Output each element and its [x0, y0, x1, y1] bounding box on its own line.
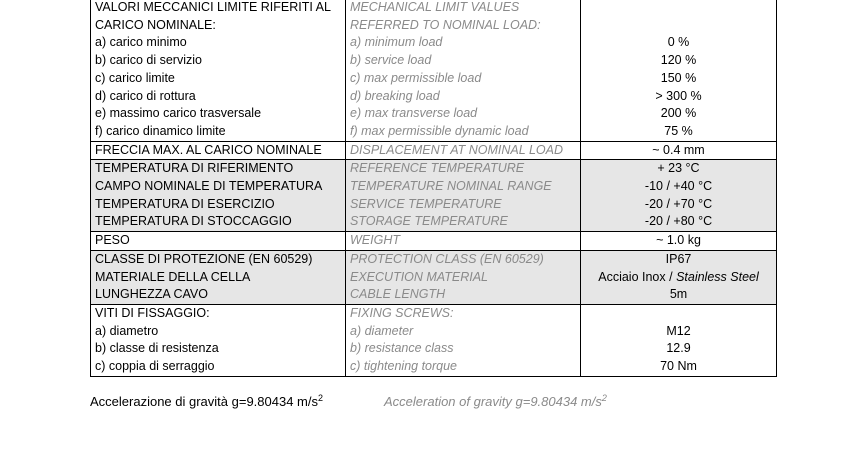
table-row [91, 34, 777, 52]
english-label-cell: SERVICE TEMPERATURE [346, 196, 581, 214]
value-cell [581, 70, 777, 88]
italian-label-cell: LUNGHEZZA CAVO [91, 286, 346, 304]
english-label-cell: STORAGE TEMPERATURE [346, 213, 581, 231]
english-label-cell: b) service load [346, 52, 581, 70]
gravity-note-english-exponent: 2 [601, 393, 607, 403]
table-row [91, 196, 777, 214]
english-label-cell: b) resistance class [346, 340, 581, 358]
english-label-cell: TEMPERATURE NOMINAL RANGE [346, 178, 581, 196]
table-row [91, 269, 777, 287]
english-label-cell: a) diameter [346, 323, 581, 341]
english-label-cell: MECHANICAL LIMIT VALUES [346, 0, 581, 17]
gravity-note-italian [90, 393, 323, 409]
english-label-cell: c) tightening torque [346, 358, 581, 376]
gravity-note-english [384, 393, 607, 409]
italian-label-cell: FRECCIA MAX. AL CARICO NOMINALE [91, 141, 346, 160]
italian-label-cell: c) carico limite [91, 70, 346, 88]
table-row [91, 123, 777, 141]
value-text: 150 % [660, 70, 697, 85]
value-text: + 23 °C [657, 161, 700, 176]
italian-label-cell: CAMPO NOMINALE DI TEMPERATURA [91, 178, 346, 196]
value-cell [581, 52, 777, 70]
value-text: Acciaio Inox / [598, 269, 677, 284]
table-row [91, 250, 777, 268]
italian-label-cell: TEMPERATURA DI RIFERIMENTO [91, 160, 346, 178]
value-text: 0 % [667, 35, 690, 50]
english-label-cell: EXECUTION MATERIAL [346, 269, 581, 287]
italian-label-cell: CLASSE DI PROTEZIONE (EN 60529) [91, 250, 346, 268]
italian-label-cell: TEMPERATURA DI STOCCAGGIO [91, 213, 346, 231]
table-row [91, 286, 777, 304]
value-cell [581, 0, 777, 17]
english-label-cell: FIXING SCREWS: [346, 304, 581, 322]
table-row [91, 160, 777, 178]
value-cell [581, 88, 777, 106]
italian-label-cell: PESO [91, 232, 346, 251]
value-cell [581, 323, 777, 341]
italian-label-cell: c) coppia di serraggio [91, 358, 346, 376]
table-row [91, 213, 777, 231]
specification-table [90, 0, 777, 377]
table-row [91, 323, 777, 341]
value-text: 5m [669, 287, 688, 302]
value-cell [581, 304, 777, 322]
value-cell [581, 34, 777, 52]
table-row [91, 0, 777, 17]
value-cell [581, 250, 777, 268]
english-label-cell: f) max permissible dynamic load [346, 123, 581, 141]
gravity-note-italian-text: Accelerazione di gravità g=9.80434 m/s [90, 394, 318, 409]
english-label-cell: CABLE LENGTH [346, 286, 581, 304]
value-cell [581, 269, 777, 287]
italian-label-cell: a) diametro [91, 323, 346, 341]
table-row [91, 232, 777, 251]
value-cell [581, 213, 777, 231]
italian-label-cell: VALORI MECCANICI LIMITE RIFERITI AL [91, 0, 346, 17]
table-row [91, 304, 777, 322]
value-text: -20 / +70 °C [644, 196, 713, 211]
italian-label-cell: b) classe di resistenza [91, 340, 346, 358]
value-cell [581, 105, 777, 123]
table-row [91, 340, 777, 358]
value-text: -20 / +80 °C [644, 214, 713, 229]
table-row [91, 70, 777, 88]
english-label-cell: e) max transverse load [346, 105, 581, 123]
gravity-note-english-text: Acceleration of gravity g=9.80434 m/s [384, 394, 602, 409]
value-text: -10 / +40 °C [644, 179, 713, 194]
value-cell [581, 232, 777, 251]
italian-label-cell: a) carico minimo [91, 34, 346, 52]
value-text: 120 % [660, 53, 697, 68]
english-label-cell: WEIGHT [346, 232, 581, 251]
value-cell [581, 141, 777, 160]
english-label-cell: DISPLACEMENT AT NOMINAL LOAD [346, 141, 581, 160]
value-text: IP67 [665, 251, 692, 266]
italian-label-cell: e) massimo carico trasversale [91, 105, 346, 123]
value-cell [581, 123, 777, 141]
italian-label-cell: MATERIALE DELLA CELLA [91, 269, 346, 287]
english-label-cell: c) max permissible load [346, 70, 581, 88]
gravity-note-italian-exponent: 2 [318, 393, 324, 403]
value-text: 12.9 [666, 341, 691, 356]
value-text: > 300 % [655, 88, 702, 103]
table-row [91, 17, 777, 35]
english-label-cell: a) minimum load [346, 34, 581, 52]
italian-label-cell: VITI DI FISSAGGIO: [91, 304, 346, 322]
table-row [91, 178, 777, 196]
italian-label-cell: b) carico di servizio [91, 52, 346, 70]
value-text: 75 % [664, 123, 693, 138]
english-label-cell: PROTECTION CLASS (EN 60529) [346, 250, 581, 268]
italian-label-cell: CARICO NOMINALE: [91, 17, 346, 35]
value-cell [581, 286, 777, 304]
value-cell [581, 17, 777, 35]
table-row [91, 141, 777, 160]
italian-label-cell: d) carico di rottura [91, 88, 346, 106]
value-text: 70 Nm [660, 359, 697, 374]
value-text: ~ 0.4 mm [652, 142, 705, 157]
value-cell [581, 340, 777, 358]
value-text: ~ 1.0 kg [656, 233, 701, 248]
value-text: 200 % [660, 106, 697, 121]
table-row [91, 358, 777, 376]
english-label-cell: d) breaking load [346, 88, 581, 106]
table-row [91, 105, 777, 123]
english-label-cell: REFERRED TO NOMINAL LOAD: [346, 17, 581, 35]
value-cell [581, 160, 777, 178]
table-row [91, 52, 777, 70]
italian-label-cell: f) carico dinamico limite [91, 123, 346, 141]
italian-label-cell: TEMPERATURA DI ESERCIZIO [91, 196, 346, 214]
value-cell [581, 358, 777, 376]
english-label-cell: REFERENCE TEMPERATURE [346, 160, 581, 178]
value-text-english: Stainless Steel [676, 269, 759, 284]
value-cell [581, 178, 777, 196]
value-text: M12 [666, 323, 691, 338]
table-row [91, 88, 777, 106]
value-cell [581, 196, 777, 214]
